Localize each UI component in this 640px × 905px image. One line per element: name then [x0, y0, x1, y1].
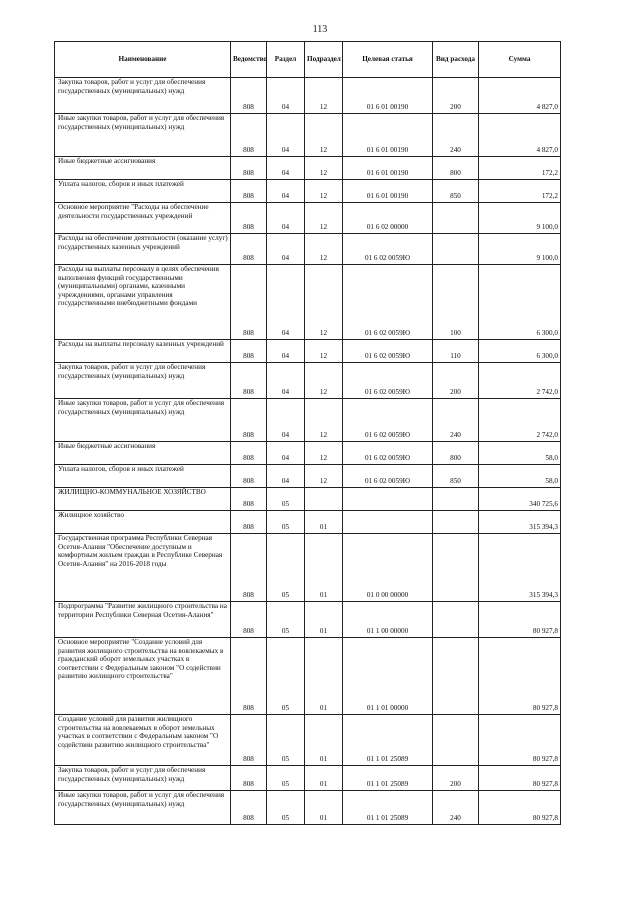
table-row	[55, 234, 561, 265]
cell-dept: 808	[231, 488, 267, 511]
cell-name: Расходы на обеспечение деятельности (оказание услуг) государственных казенных учреждений	[55, 234, 231, 265]
header-target: Целевая статья	[343, 42, 433, 78]
cell-dept: 808	[231, 363, 267, 399]
header-kind: Вид расхода	[433, 42, 479, 78]
cell-subsection: 01	[305, 638, 343, 715]
cell-subsection: 01	[305, 715, 343, 766]
cell-section: 04	[267, 114, 305, 157]
cell-kind	[433, 602, 479, 638]
cell-subsection: 12	[305, 234, 343, 265]
cell-target: 01 6 02 00000	[343, 203, 433, 234]
cell-sum: 172,2	[479, 157, 561, 180]
cell-dept: 808	[231, 534, 267, 602]
cell-dept: 808	[231, 399, 267, 442]
cell-section: 04	[267, 465, 305, 488]
cell-section: 04	[267, 265, 305, 340]
cell-kind: 200	[433, 78, 479, 114]
cell-kind: 240	[433, 399, 479, 442]
cell-dept: 808	[231, 203, 267, 234]
cell-name: Иные закупки товаров, работ и услуг для обеспечения государственных (муниципальных) нужд	[55, 399, 231, 442]
cell-sum: 340 725,6	[479, 488, 561, 511]
table-row	[55, 791, 561, 825]
cell-kind: 100	[433, 265, 479, 340]
cell-name: Закупка товаров, работ и услуг для обеспечения государственных (муниципальных) нужд	[55, 363, 231, 399]
cell-subsection: 12	[305, 78, 343, 114]
budget-table	[54, 41, 561, 825]
cell-section: 04	[267, 180, 305, 203]
cell-sum: 58,0	[479, 465, 561, 488]
cell-target: 01 6 01 00190	[343, 157, 433, 180]
cell-section: 05	[267, 511, 305, 534]
cell-dept: 808	[231, 715, 267, 766]
cell-sum: 6 300,0	[479, 265, 561, 340]
cell-subsection: 01	[305, 766, 343, 791]
cell-name: Государственная программа Республики Северная Осетия-Алания "Обеспечение доступным и комфортным жильем граждан в Республике Северная Осетия-Алания" на 2016-2018 годы	[55, 534, 231, 602]
cell-kind: 850	[433, 180, 479, 203]
table-row	[55, 78, 561, 114]
cell-subsection: 12	[305, 442, 343, 465]
cell-sum: 80 927,8	[479, 766, 561, 791]
cell-dept: 808	[231, 638, 267, 715]
cell-sum: 80 927,8	[479, 638, 561, 715]
cell-dept: 808	[231, 180, 267, 203]
cell-dept: 808	[231, 234, 267, 265]
cell-subsection: 12	[305, 180, 343, 203]
header-dept: Ведомство	[231, 42, 267, 78]
cell-name: Закупка товаров, работ и услуг для обеспечения государственных (муниципальных) нужд	[55, 78, 231, 114]
cell-name: Иные бюджетные ассигнования	[55, 442, 231, 465]
cell-section: 04	[267, 399, 305, 442]
cell-section: 05	[267, 638, 305, 715]
cell-name: Расходы на выплаты персоналу казенных учреждений	[55, 340, 231, 363]
header-subsection: Подраздел	[305, 42, 343, 78]
cell-name: Иные бюджетные ассигнования	[55, 157, 231, 180]
cell-kind: 110	[433, 340, 479, 363]
table-row	[55, 715, 561, 766]
cell-sum: 2 742,0	[479, 363, 561, 399]
cell-subsection: 12	[305, 399, 343, 442]
cell-target: 01 0 00 00000	[343, 534, 433, 602]
cell-target: 01 1 01 25089	[343, 791, 433, 825]
cell-sum: 9 100,0	[479, 203, 561, 234]
cell-subsection: 01	[305, 511, 343, 534]
cell-sum: 9 100,0	[479, 234, 561, 265]
cell-subsection: 01	[305, 791, 343, 825]
cell-dept: 808	[231, 78, 267, 114]
cell-sum: 80 927,8	[479, 602, 561, 638]
cell-section: 04	[267, 157, 305, 180]
cell-kind	[433, 638, 479, 715]
table-row	[55, 180, 561, 203]
table-row	[55, 203, 561, 234]
table-row	[55, 511, 561, 534]
table-row	[55, 114, 561, 157]
cell-sum: 315 394,3	[479, 534, 561, 602]
cell-target: 01 6 02 0059Ю	[343, 234, 433, 265]
cell-dept: 808	[231, 465, 267, 488]
cell-dept: 808	[231, 114, 267, 157]
cell-target: 01 6 02 0059Ю	[343, 399, 433, 442]
table-row	[55, 488, 561, 511]
cell-sum: 172,2	[479, 180, 561, 203]
cell-subsection: 12	[305, 157, 343, 180]
table-row	[55, 766, 561, 791]
cell-kind: 800	[433, 157, 479, 180]
cell-target: 01 1 01 25089	[343, 766, 433, 791]
cell-target: 01 6 01 00190	[343, 114, 433, 157]
cell-section: 05	[267, 602, 305, 638]
cell-name: Закупка товаров, работ и услуг для обеспечения государственных (муниципальных) нужд	[55, 766, 231, 791]
cell-section: 04	[267, 203, 305, 234]
cell-name: Расходы на выплаты персоналу в целях обеспечения выполнения функций государственными (муниципальными) органами, казенными учреждениями, органами управления государственными внебюджетными фондами	[55, 265, 231, 340]
cell-kind: 800	[433, 442, 479, 465]
table-row	[55, 638, 561, 715]
cell-target: 01 6 02 0059Ю	[343, 340, 433, 363]
cell-sum: 80 927,8	[479, 715, 561, 766]
cell-section: 05	[267, 534, 305, 602]
cell-target: 01 1 01 25089	[343, 715, 433, 766]
cell-name: Основное мероприятие "Расходы на обеспечение деятельности государственных учреждений	[55, 203, 231, 234]
cell-sum: 6 300,0	[479, 340, 561, 363]
table-row	[55, 442, 561, 465]
cell-kind: 240	[433, 114, 479, 157]
cell-target: 01 6 02 0059Ю	[343, 363, 433, 399]
cell-section: 04	[267, 363, 305, 399]
cell-dept: 808	[231, 265, 267, 340]
cell-sum: 58,0	[479, 442, 561, 465]
cell-kind	[433, 534, 479, 602]
cell-name: Основное мероприятие "Создание условий для развития жилищного строительства на вовлекаемых в гражданский оборот земельных участках в соответствии с Федеральным законом "О содействии развитию жилищного строительства"	[55, 638, 231, 715]
header-name: Наименование	[55, 42, 231, 78]
cell-subsection: 01	[305, 602, 343, 638]
cell-kind: 200	[433, 363, 479, 399]
cell-subsection: 12	[305, 340, 343, 363]
table-row	[55, 157, 561, 180]
table-row	[55, 363, 561, 399]
header-row	[55, 42, 561, 78]
header-sum: Сумма	[479, 42, 561, 78]
cell-subsection: 12	[305, 363, 343, 399]
cell-target	[343, 488, 433, 511]
cell-name: Иные закупки товаров, работ и услуг для обеспечения государственных (муниципальных) нужд	[55, 791, 231, 825]
cell-kind: 200	[433, 766, 479, 791]
cell-dept: 808	[231, 442, 267, 465]
header-section: Раздел	[267, 42, 305, 78]
cell-target: 01 6 01 00190	[343, 78, 433, 114]
page-number: 113	[312, 24, 328, 35]
cell-section: 04	[267, 234, 305, 265]
cell-kind: 240	[433, 791, 479, 825]
cell-subsection: 12	[305, 465, 343, 488]
cell-target: 01 6 02 0059Ю	[343, 442, 433, 465]
cell-section: 04	[267, 78, 305, 114]
cell-kind	[433, 234, 479, 265]
cell-kind	[433, 715, 479, 766]
cell-sum: 2 742,0	[479, 399, 561, 442]
cell-name: Уплата налогов, сборов и иных платежей	[55, 180, 231, 203]
cell-sum: 80 927,8	[479, 791, 561, 825]
cell-name: Уплата налогов, сборов и иных платежей	[55, 465, 231, 488]
cell-subsection: 12	[305, 265, 343, 340]
cell-dept: 808	[231, 602, 267, 638]
cell-dept: 808	[231, 766, 267, 791]
table-row	[55, 465, 561, 488]
cell-name: Жилищное хозяйство	[55, 511, 231, 534]
cell-section: 04	[267, 442, 305, 465]
cell-target: 01 1 00 00000	[343, 602, 433, 638]
cell-sum: 4 827,0	[479, 78, 561, 114]
cell-target: 01 6 02 0059Ю	[343, 265, 433, 340]
cell-section: 05	[267, 715, 305, 766]
cell-target: 01 1 01 00000	[343, 638, 433, 715]
cell-dept: 808	[231, 791, 267, 825]
cell-name: Иные закупки товаров, работ и услуг для обеспечения государственных (муниципальных) нужд	[55, 114, 231, 157]
cell-name: Создание условий для развития жилищного строительства на вовлекаемых в оборот земельных участках в соответствии с Федеральным законом "О содействии развитию жилищного строительства"	[55, 715, 231, 766]
table-row	[55, 340, 561, 363]
cell-subsection	[305, 488, 343, 511]
cell-kind: 850	[433, 465, 479, 488]
table-row	[55, 534, 561, 602]
cell-kind	[433, 203, 479, 234]
cell-name: ЖИЛИЩНО-КОММУНАЛЬНОЕ ХОЗЯЙСТВО	[55, 488, 231, 511]
cell-sum: 315 394,3	[479, 511, 561, 534]
cell-name: Подпрограмма "Развитие жилищного строительства на территории Республики Северная Осетия-Алания"	[55, 602, 231, 638]
table-row	[55, 265, 561, 340]
cell-section: 05	[267, 488, 305, 511]
cell-dept: 808	[231, 157, 267, 180]
cell-target: 01 6 02 0059Ю	[343, 465, 433, 488]
cell-subsection: 01	[305, 534, 343, 602]
cell-kind	[433, 488, 479, 511]
cell-dept: 808	[231, 511, 267, 534]
cell-target: 01 6 01 00190	[343, 180, 433, 203]
cell-section: 04	[267, 340, 305, 363]
table-row	[55, 602, 561, 638]
cell-section: 05	[267, 791, 305, 825]
cell-target	[343, 511, 433, 534]
cell-subsection: 12	[305, 203, 343, 234]
cell-subsection: 12	[305, 114, 343, 157]
cell-sum: 4 827,0	[479, 114, 561, 157]
cell-dept: 808	[231, 340, 267, 363]
cell-section: 05	[267, 766, 305, 791]
cell-kind	[433, 511, 479, 534]
table-row	[55, 399, 561, 442]
